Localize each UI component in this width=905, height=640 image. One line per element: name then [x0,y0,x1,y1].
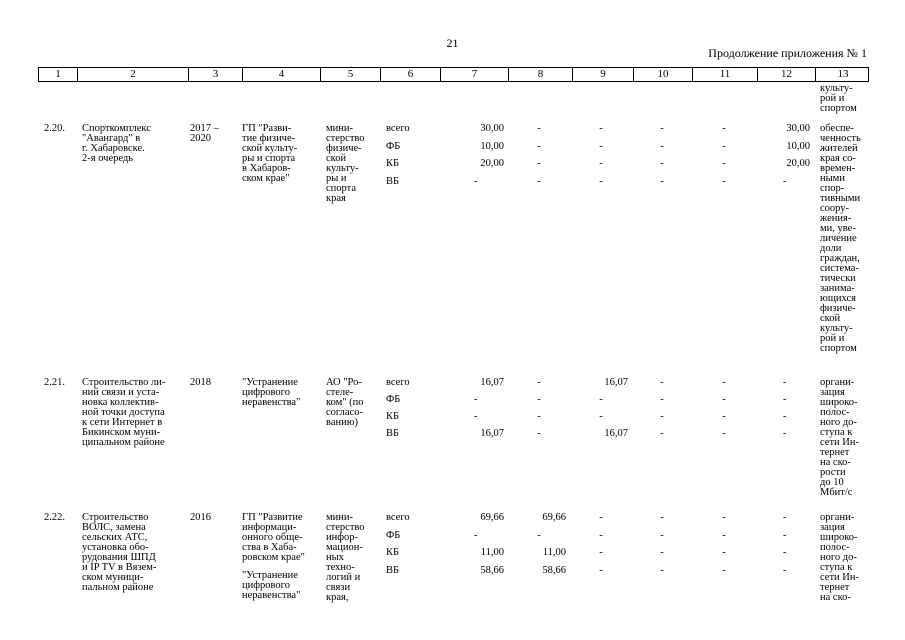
col11-value: - [722,428,726,439]
col8-value: 58,66 [542,564,566,576]
source-label: всего [386,123,410,134]
source-label: ВБ [386,428,400,439]
header-col-11: 11 [693,68,758,81]
source-label: всего [386,512,410,523]
row-result: обеспе- ченность жителей края со- времен- ными спор- тивными соору- жения- ми, уве- личение доли граждан, система- тически занима- ющихся физиче- ской культу- рой и спортом [820,123,861,354]
source-label: ВБ [386,564,400,576]
col7-value: 69,66 [480,512,504,523]
col10-value: - [660,175,664,187]
row-number: 2.21. [44,377,65,388]
col7-value: 30,00 [480,123,504,134]
row-number: 2.20. [44,123,65,134]
header-col-2: 2 [78,68,189,81]
col9-value: 16,07 [604,377,628,388]
row-name: Спорткомплекс "Авангард" в г. Хабаровске. 2-я очередь [82,123,151,164]
col10-value: - [660,547,664,558]
header-col-7: 7 [441,68,509,81]
col11-value: - [722,140,726,152]
header-col-12: 12 [758,68,816,81]
header-col-6: 6 [381,68,441,81]
col9-value: - [599,123,603,134]
col10-value: - [660,529,664,541]
col7-value: - [474,529,478,541]
row-years: 2016 [190,512,211,523]
col11-value: - [722,411,726,422]
col12-value: - [783,564,787,576]
col9-value: 16,07 [604,428,628,439]
source-label: всего [386,377,410,388]
header-col-8: 8 [509,68,573,81]
header-col-4: 4 [243,68,321,81]
col9-value: - [599,547,603,558]
row-years: 2017 – 2020 [190,123,219,144]
col9-value: - [599,529,603,541]
col12-value: - [783,411,787,422]
row-program-2: "Устранение цифрового неравенства" [242,570,301,601]
col12-value: - [783,394,787,405]
col12-value: 20,00 [786,158,810,169]
row-name: Строительство ли- ний связи и уста- новка коллектив- ной точки доступа к сети Интернет в Бикинском муни- ципальном районе [82,377,166,448]
header-col-5: 5 [321,68,381,81]
col10-value: - [660,158,664,169]
row-result: органи- зация широко- полос- ного до- ступа к сети Ин- тернет на ско- [820,512,859,603]
col7-value: 16,07 [480,377,504,388]
col11-value: - [722,377,726,388]
row-program: "Устранение цифрового неравенства" [242,377,301,408]
col11-value: - [722,158,726,169]
col8-value: - [537,394,541,405]
col11-value: - [722,512,726,523]
col11-value: - [722,564,726,576]
col12-value: - [783,529,787,541]
col7-value: - [474,175,478,187]
col7-value: - [474,411,478,422]
source-label: ФБ [386,394,401,405]
col8-value: - [537,140,541,152]
col7-value: 58,66 [480,564,504,576]
col12-value: - [783,547,787,558]
source-label: КБ [386,411,400,422]
col11-value: - [722,175,726,187]
header-col-3: 3 [189,68,243,81]
col10-value: - [660,123,664,134]
row-result: органи- зация широко- полос- ного до- ступа к сети Ин- тернет на ско- рости до 10 Мбит/с [820,377,859,498]
col10-value: - [660,394,664,405]
col8-value: - [537,428,541,439]
col9-value: - [599,512,603,523]
col12-value: - [783,428,787,439]
col7-value: 11,00 [480,547,504,558]
row-program: ГП "Развитие информаци- онного обще- ства в Хаба- ровском крае" [242,512,305,563]
col12-value: 30,00 [786,123,810,134]
col11-value: - [722,123,726,134]
col8-value: 69,66 [542,512,566,523]
row-executor: АО "Ро- стеле- ком" (по согласо- ванию) [326,377,364,428]
col8-value: - [537,158,541,169]
col11-value: - [722,547,726,558]
col9-value: - [599,411,603,422]
source-label: ФБ [386,529,401,541]
col8-value: - [537,377,541,388]
continuation-label: Продолжение приложения № 1 [708,46,867,60]
col8-value: - [537,175,541,187]
col9-value: - [599,158,603,169]
header-col-13: 13 [837,68,849,80]
col10-value: - [660,512,664,523]
col10-value: - [660,411,664,422]
row-executor: мини- стерство физиче- ской культу- ры и спорта края [326,123,365,204]
col7-value: - [474,394,478,405]
col10-value: - [660,140,664,152]
source-label: КБ [386,158,400,169]
row-program: ГП "Разви- тие физиче- ской культу- ры и спорта в Хабаров- ском крае" [242,123,298,184]
col7-value: 16,07 [480,428,504,439]
col10-value: - [660,428,664,439]
source-label: КБ [386,547,400,558]
header-col-9: 9 [573,68,634,81]
header-col-10: 10 [634,68,693,81]
col11-value: - [722,529,726,541]
source-label: ВБ [386,175,400,187]
table-header [38,67,869,82]
col9-value: - [599,394,603,405]
col7-value: 10,00 [480,140,504,152]
col9-value: - [599,564,603,576]
col10-value: - [660,377,664,388]
col8-value: - [537,529,541,541]
row-name: Строительство ВОЛС, замена сельских АТС, установка обо- рудования ШПД и IP TV в Вязем- ском муници- пальном районе [82,512,157,593]
page-number: 21 [446,36,459,50]
col8-value: - [537,411,541,422]
header-col-1: 1 [39,68,78,81]
source-label: ФБ [386,140,401,152]
col7-value: 20,00 [480,158,504,169]
col8-value: - [537,123,541,134]
col11-value: - [722,394,726,405]
col12-value: - [783,512,787,523]
row-executor: мини- стерство инфор- мацион- ных техно- логий и связи края, [326,512,365,603]
col12-value: - [783,377,787,388]
carry-over-text: культу- рой и спортом [820,83,857,114]
col8-value: 11,00 [542,547,566,558]
col9-value: - [599,140,603,152]
col12-value: - [783,175,787,187]
row-years: 2018 [190,377,211,388]
row-number: 2.22. [44,512,65,523]
col12-value: 10,00 [786,140,810,152]
col9-value: - [599,175,603,187]
col10-value: - [660,564,664,576]
